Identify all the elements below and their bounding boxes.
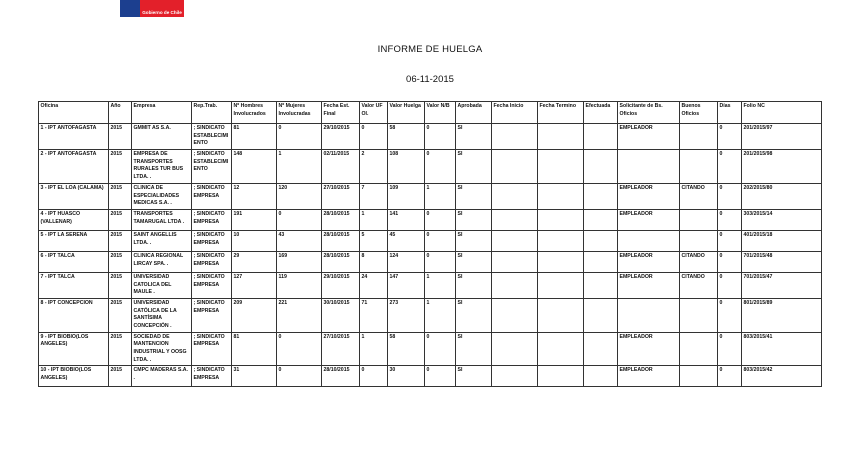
cell-fecha-termino: [538, 332, 584, 366]
cell-fecha-termino: [538, 150, 584, 184]
cell-ano: 2015: [109, 124, 132, 150]
cell-ano: 2015: [109, 183, 132, 209]
cell-valor-uf-ol: 8: [360, 251, 388, 272]
cell-valor-nb: 1: [425, 183, 456, 209]
cell-empresa: CLINICA REGIONAL LIRCAY SPA. .: [132, 251, 192, 272]
column-header-n-mujeres: Nº Mujeres Involucradas: [277, 102, 322, 124]
cell-fecha-termino: [538, 366, 584, 387]
cell-folio-nc: 803/2015/42: [742, 366, 822, 387]
column-header-valor-uf-ol: Valor UF Ol.: [360, 102, 388, 124]
cell-efectuada: [584, 150, 618, 184]
cell-valor-uf-ol: 0: [360, 366, 388, 387]
table-row: [39, 230, 822, 251]
cell-folio-nc: 701/2015/48: [742, 251, 822, 272]
cell-dias: 0: [718, 272, 742, 298]
cell-ano: 2015: [109, 366, 132, 387]
cell-rep-trab: ; SINDICATO EMPRESA: [192, 183, 232, 209]
cell-aprobada: SI: [456, 209, 492, 230]
cell-n-mujeres: 0: [277, 332, 322, 366]
cell-n-hombres: 81: [232, 124, 277, 150]
cell-fecha-inicio: [492, 209, 538, 230]
cell-n-hombres: 148: [232, 150, 277, 184]
column-header-solicitante: Solicitante de Bs. Oficios: [618, 102, 680, 124]
report-title: INFORME DE HUELGA: [377, 44, 483, 55]
cell-valor-nb: 0: [425, 150, 456, 184]
cell-n-hombres: 191: [232, 209, 277, 230]
cell-n-mujeres: 43: [277, 230, 322, 251]
cell-dias: 0: [718, 183, 742, 209]
cell-valor-huelga: 58: [388, 124, 425, 150]
cell-valor-uf-ol: 5: [360, 230, 388, 251]
cell-buenos-oficios: [680, 150, 718, 184]
cell-dias: 0: [718, 298, 742, 332]
cell-valor-nb: 0: [425, 251, 456, 272]
cell-ano: 2015: [109, 251, 132, 272]
cell-solicitante: EMPLEADOR: [618, 366, 680, 387]
cell-fecha-est-final: 27/10/2015: [322, 332, 360, 366]
cell-efectuada: [584, 209, 618, 230]
cell-dias: 0: [718, 251, 742, 272]
column-header-ano: Año: [109, 102, 132, 124]
cell-rep-trab: ; SINDICATO EMPRESA: [192, 209, 232, 230]
cell-fecha-inicio: [492, 150, 538, 184]
cell-fecha-termino: [538, 230, 584, 251]
cell-empresa: GMMIT AS S.A.: [132, 124, 192, 150]
cell-valor-nb: 0: [425, 230, 456, 251]
cell-aprobada: SI: [456, 272, 492, 298]
cell-solicitante: [618, 298, 680, 332]
cell-buenos-oficios: [680, 298, 718, 332]
cell-fecha-inicio: [492, 230, 538, 251]
cell-ano: 2015: [109, 298, 132, 332]
cell-empresa: UNIVERSIDAD CATÓLICA DE LA SANTÍSIMA CONCEPCIÓN .: [132, 298, 192, 332]
cell-dias: 0: [718, 230, 742, 251]
cell-n-mujeres: 120: [277, 183, 322, 209]
cell-buenos-oficios: CITANDO: [680, 251, 718, 272]
cell-oficina: 4 - IPT HUASCO (VALLENAR): [39, 209, 109, 230]
cell-fecha-est-final: 27/10/2015: [322, 183, 360, 209]
cell-valor-huelga: 58: [388, 332, 425, 366]
cell-fecha-inicio: [492, 366, 538, 387]
cell-n-hombres: 10: [232, 230, 277, 251]
cell-efectuada: [584, 230, 618, 251]
column-header-aprobada: Aprobada: [456, 102, 492, 124]
column-header-rep-trab: Rep.Trab.: [192, 102, 232, 124]
cell-rep-trab: ; SINDICATO EMPRESA: [192, 298, 232, 332]
cell-folio-nc: 201/2015/97: [742, 124, 822, 150]
cell-valor-nb: 0: [425, 332, 456, 366]
cell-oficina: 1 - IPT ANTOFAGASTA: [39, 124, 109, 150]
cell-valor-uf-ol: 1: [360, 209, 388, 230]
cell-valor-huelga: 45: [388, 230, 425, 251]
cell-fecha-est-final: 02/11/2015: [322, 150, 360, 184]
column-header-valor-huelga: Valor Huelga: [388, 102, 425, 124]
cell-buenos-oficios: [680, 366, 718, 387]
cell-solicitante: EMPLEADOR: [618, 332, 680, 366]
cell-folio-nc: 803/2015/41: [742, 332, 822, 366]
cell-empresa: SOCIEDAD DE MANTENCION INDUSTRIAL Y OOSG LTDA. .: [132, 332, 192, 366]
cell-dias: 0: [718, 124, 742, 150]
cell-fecha-termino: [538, 251, 584, 272]
cell-rep-trab: ; SINDICATO EMPRESA: [192, 366, 232, 387]
cell-empresa: SAINT ANGELLIS LTDA. .: [132, 230, 192, 251]
cell-fecha-termino: [538, 272, 584, 298]
cell-aprobada: SI: [456, 150, 492, 184]
cell-aprobada: SI: [456, 298, 492, 332]
cell-valor-nb: 0: [425, 124, 456, 150]
cell-solicitante: EMPLEADOR: [618, 183, 680, 209]
table-header-row: [39, 102, 822, 124]
table-row: [39, 150, 822, 184]
cell-folio-nc: 202/2015/80: [742, 183, 822, 209]
gobierno-de-chile-logo: [120, 0, 184, 17]
cell-valor-nb: 0: [425, 209, 456, 230]
cell-valor-uf-ol: 71: [360, 298, 388, 332]
cell-solicitante: EMPLEADOR: [618, 209, 680, 230]
cell-oficina: 6 - IPT TALCA: [39, 251, 109, 272]
logo-text: Gobierno de Chile: [140, 0, 184, 17]
cell-ano: 2015: [109, 230, 132, 251]
cell-oficina: 8 - IPT CONCEPCION: [39, 298, 109, 332]
table-row: [39, 209, 822, 230]
cell-buenos-oficios: [680, 230, 718, 251]
cell-fecha-termino: [538, 183, 584, 209]
cell-efectuada: [584, 332, 618, 366]
column-header-valor-nb: Valor N/B: [425, 102, 456, 124]
cell-fecha-termino: [538, 124, 584, 150]
table-row: [39, 272, 822, 298]
cell-aprobada: SI: [456, 230, 492, 251]
cell-folio-nc: 201/2015/98: [742, 150, 822, 184]
cell-solicitante: EMPLEADOR: [618, 124, 680, 150]
column-header-dias: Días: [718, 102, 742, 124]
cell-n-mujeres: 119: [277, 272, 322, 298]
cell-valor-huelga: 30: [388, 366, 425, 387]
cell-fecha-termino: [538, 209, 584, 230]
cell-n-hombres: 31: [232, 366, 277, 387]
table-body: [39, 124, 822, 387]
cell-valor-uf-ol: 2: [360, 150, 388, 184]
cell-valor-huelga: 124: [388, 251, 425, 272]
cell-dias: 0: [718, 150, 742, 184]
cell-rep-trab: ; SINDICATO EMPRESA: [192, 332, 232, 366]
cell-n-hombres: 29: [232, 251, 277, 272]
cell-n-mujeres: 0: [277, 124, 322, 150]
table-row: [39, 332, 822, 366]
cell-valor-huelga: 273: [388, 298, 425, 332]
cell-aprobada: SI: [456, 124, 492, 150]
cell-n-hombres: 81: [232, 332, 277, 366]
cell-empresa: TRANSPORTES TAMARUGAL LTDA .: [132, 209, 192, 230]
cell-n-mujeres: 0: [277, 366, 322, 387]
cell-valor-huelga: 108: [388, 150, 425, 184]
cell-dias: 0: [718, 366, 742, 387]
cell-fecha-est-final: 28/10/2015: [322, 209, 360, 230]
cell-n-hombres: 12: [232, 183, 277, 209]
cell-aprobada: SI: [456, 332, 492, 366]
cell-rep-trab: ; SINDICATO EMPRESA: [192, 230, 232, 251]
cell-efectuada: [584, 298, 618, 332]
cell-valor-uf-ol: 0: [360, 124, 388, 150]
cell-fecha-termino: [538, 298, 584, 332]
cell-buenos-oficios: CITANDO: [680, 183, 718, 209]
column-header-buenos-oficios: Buenos Oficios: [680, 102, 718, 124]
cell-rep-trab: ; SINDICATO EMPRESA: [192, 272, 232, 298]
cell-fecha-inicio: [492, 251, 538, 272]
cell-buenos-oficios: CITANDO: [680, 272, 718, 298]
cell-valor-uf-ol: 1: [360, 332, 388, 366]
cell-n-mujeres: 169: [277, 251, 322, 272]
cell-n-hombres: 209: [232, 298, 277, 332]
cell-solicitante: [618, 230, 680, 251]
cell-oficina: 2 - IPT ANTOFAGASTA: [39, 150, 109, 184]
cell-rep-trab: ; SINDICATO ESTABLECIMIENTO: [192, 124, 232, 150]
table-row: [39, 183, 822, 209]
column-header-folio-nc: Folio NC: [742, 102, 822, 124]
cell-buenos-oficios: [680, 124, 718, 150]
cell-fecha-inicio: [492, 183, 538, 209]
cell-empresa: UNIVERSIDAD CATOLICA DEL MAULE .: [132, 272, 192, 298]
table-row: [39, 366, 822, 387]
cell-efectuada: [584, 272, 618, 298]
cell-fecha-inicio: [492, 124, 538, 150]
cell-solicitante: [618, 150, 680, 184]
cell-ano: 2015: [109, 272, 132, 298]
cell-fecha-est-final: 28/10/2015: [322, 251, 360, 272]
column-header-fecha-inicio: Fecha Inicio: [492, 102, 538, 124]
cell-aprobada: SI: [456, 251, 492, 272]
cell-solicitante: EMPLEADOR: [618, 272, 680, 298]
cell-empresa: CMPC MADERAS S.A. .: [132, 366, 192, 387]
cell-oficina: 5 - IPT LA SERENA: [39, 230, 109, 251]
cell-efectuada: [584, 251, 618, 272]
cell-fecha-est-final: 30/10/2015: [322, 298, 360, 332]
column-header-n-hombres: Nº Hombres Involucrados: [232, 102, 277, 124]
cell-folio-nc: 303/2015/14: [742, 209, 822, 230]
cell-oficina: 10 - IPT BIOBIO(LOS ANGELES): [39, 366, 109, 387]
cell-valor-uf-ol: 7: [360, 183, 388, 209]
cell-buenos-oficios: [680, 332, 718, 366]
cell-fecha-inicio: [492, 332, 538, 366]
cell-rep-trab: ; SINDICATO EMPRESA: [192, 251, 232, 272]
cell-fecha-est-final: 28/10/2015: [322, 366, 360, 387]
cell-folio-nc: 801/2015/89: [742, 298, 822, 332]
cell-valor-nb: 1: [425, 298, 456, 332]
cell-ano: 2015: [109, 332, 132, 366]
cell-n-mujeres: 221: [277, 298, 322, 332]
cell-valor-huelga: 141: [388, 209, 425, 230]
cell-solicitante: EMPLEADOR: [618, 251, 680, 272]
cell-dias: 0: [718, 332, 742, 366]
cell-aprobada: SI: [456, 366, 492, 387]
column-header-fecha-termino: Fecha Termino: [538, 102, 584, 124]
table-row: [39, 251, 822, 272]
cell-folio-nc: 401/2015/18: [742, 230, 822, 251]
cell-n-mujeres: 0: [277, 209, 322, 230]
report-date: 06-11-2015: [406, 74, 454, 85]
cell-rep-trab: ; SINDICATO ESTABLECIMIENTO: [192, 150, 232, 184]
cell-fecha-est-final: 28/10/2015: [322, 230, 360, 251]
column-header-fecha-est-final: Fecha Est. Final: [322, 102, 360, 124]
cell-ano: 2015: [109, 150, 132, 184]
cell-dias: 0: [718, 209, 742, 230]
strike-report-table: [38, 101, 822, 387]
table-row: [39, 298, 822, 332]
cell-fecha-inicio: [492, 298, 538, 332]
logo-blue-block: [120, 0, 140, 17]
cell-efectuada: [584, 366, 618, 387]
cell-valor-uf-ol: 24: [360, 272, 388, 298]
cell-aprobada: SI: [456, 183, 492, 209]
cell-oficina: 9 - IPT BIOBIO(LOS ANGELES): [39, 332, 109, 366]
cell-folio-nc: 701/2015/47: [742, 272, 822, 298]
cell-ano: 2015: [109, 209, 132, 230]
cell-oficina: 3 - IPT EL LOA (CALAMA): [39, 183, 109, 209]
cell-valor-nb: 0: [425, 366, 456, 387]
cell-empresa: CLINICA DE ESPECIALIDADES MEDICAS S.A. .: [132, 183, 192, 209]
cell-valor-huelga: 147: [388, 272, 425, 298]
cell-efectuada: [584, 124, 618, 150]
cell-empresa: EMPRESA DE TRANSPORTES RURALES TUR BUS LTDA. .: [132, 150, 192, 184]
cell-oficina: 7 - IPT TALCA: [39, 272, 109, 298]
column-header-empresa: Empresa: [132, 102, 192, 124]
cell-fecha-est-final: 29/10/2015: [322, 124, 360, 150]
table-row: [39, 124, 822, 150]
column-header-oficina: Oficina: [39, 102, 109, 124]
cell-n-hombres: 127: [232, 272, 277, 298]
cell-buenos-oficios: [680, 209, 718, 230]
cell-valor-nb: 1: [425, 272, 456, 298]
cell-efectuada: [584, 183, 618, 209]
cell-valor-huelga: 109: [388, 183, 425, 209]
cell-n-mujeres: 1: [277, 150, 322, 184]
cell-fecha-est-final: 29/10/2015: [322, 272, 360, 298]
cell-fecha-inicio: [492, 272, 538, 298]
column-header-efectuada: Efectuada: [584, 102, 618, 124]
